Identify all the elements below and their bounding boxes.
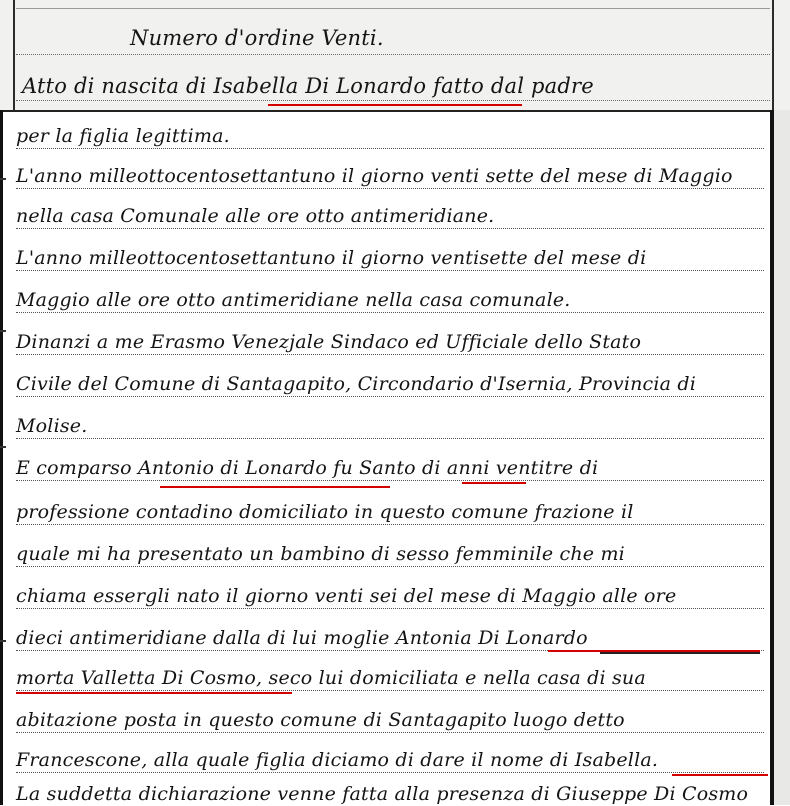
text-line: L'anno milleottocentosettantuno il giorno venti sette del mese di Maggio xyxy=(16,165,733,187)
line-rule xyxy=(16,438,764,439)
text-line: quale mi ha presentato un bambino di sesso femminile che mi xyxy=(16,543,625,565)
act-number-heading: Numero d'ordine Venti. xyxy=(130,26,384,50)
register-body xyxy=(0,110,790,805)
margin-mark xyxy=(0,446,6,448)
text-line: morta Valletta Di Cosmo, seco lui domiciliata e nella casa di sua xyxy=(16,667,646,689)
line-rule xyxy=(16,396,764,397)
line-rule xyxy=(16,608,764,609)
line-rule xyxy=(16,148,764,149)
text-line: Dinanzi a me Erasmo Venezjale Sindaco ed Ufficiale dello Stato xyxy=(16,331,642,353)
line-rule xyxy=(16,480,764,481)
name-underline-antonio xyxy=(160,486,390,488)
body-top-rule xyxy=(3,110,770,112)
header-right-border xyxy=(772,0,774,110)
text-line: Maggio alle ore otto antimeridiane nella casa comunale. xyxy=(16,289,571,311)
text-line: L'anno milleottocentosettantuno il giorno ventisette del mese di xyxy=(16,247,647,269)
text-line: chiama essergli nato il giorno venti sei del mese di Maggio alle ore xyxy=(16,585,677,607)
margin-mark xyxy=(0,330,6,332)
text-line: Civile del Comune di Santagapito, Circondario d'Isernia, Provincia di xyxy=(16,373,697,395)
text-line: per la figlia legittima. xyxy=(16,125,230,147)
line-rule xyxy=(16,354,764,355)
line-rule xyxy=(16,732,764,733)
text-line: abitazione posta in questo comune di Santagapito luogo detto xyxy=(16,709,625,731)
page-gutter xyxy=(774,110,790,805)
line-rule xyxy=(16,188,764,189)
header-top-rule xyxy=(16,8,770,9)
line-rule xyxy=(16,228,764,229)
name-underline-isabella-2 xyxy=(672,774,768,776)
line-rule xyxy=(16,772,764,773)
register-header-strip xyxy=(0,0,790,110)
margin-mark xyxy=(0,640,6,642)
act-title: Atto di nascita di Isabella Di Lonardo fatto dal padre xyxy=(22,74,594,98)
text-line: Francescone, alla quale figlia diciamo di dare il nome di Isabella. xyxy=(16,749,659,771)
black-underline xyxy=(600,652,760,654)
line-rule xyxy=(16,312,764,313)
body-left-border xyxy=(0,110,3,805)
text-line: Molise. xyxy=(16,415,88,437)
line-rule xyxy=(16,270,764,271)
line-rule xyxy=(16,566,764,567)
text-line: La suddetta dichiarazione venne fatta alla presenza di Giuseppe Di Cosmo xyxy=(16,783,749,805)
line-rule xyxy=(16,690,764,691)
margin-mark xyxy=(0,178,6,180)
text-line: dieci antimeridiane dalla di lui moglie Antonia Di Lonardo xyxy=(16,627,588,649)
text-line: E comparso Antonio di Lonardo fu Santo di anni ventitre di xyxy=(16,457,599,479)
name-underline-santo xyxy=(462,482,526,484)
header-left-border xyxy=(13,0,15,110)
text-line: nella casa Comunale alle ore otto antimeridiane. xyxy=(16,205,495,227)
header-rule-2 xyxy=(16,100,770,101)
name-underline-isabella xyxy=(268,104,522,106)
header-rule-1 xyxy=(16,54,770,55)
line-rule xyxy=(16,524,764,525)
text-line: professione contadino domiciliato in questo comune frazione il xyxy=(16,501,634,523)
name-underline-valletta xyxy=(16,692,292,694)
